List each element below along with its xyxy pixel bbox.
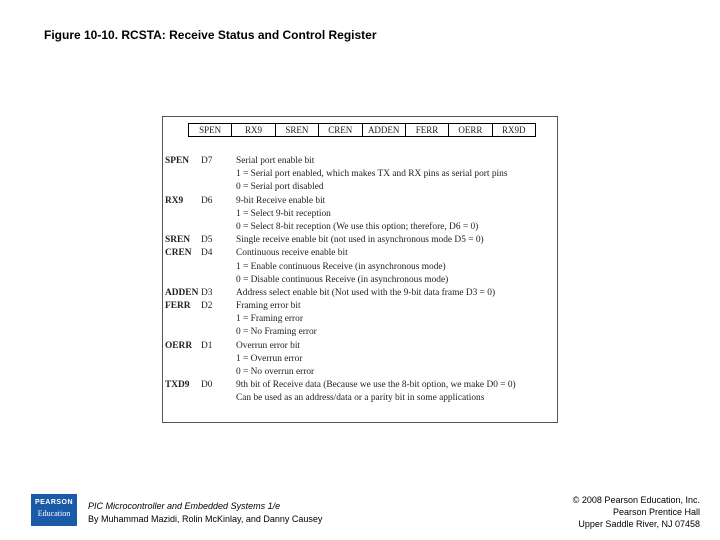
register-bit-cell: RX9D bbox=[502, 125, 526, 135]
description-line bbox=[163, 379, 559, 392]
bit-description: 1 = Select 9-bit reception bbox=[236, 208, 331, 219]
copyright-text: © 2008 Pearson Education, Inc. bbox=[572, 495, 700, 505]
bit-position: D6 bbox=[201, 195, 213, 206]
publisher-text: Pearson Prentice Hall bbox=[612, 507, 700, 517]
description-line bbox=[163, 181, 559, 194]
book-authors: By Muhammad Mazidi, Rolin McKinlay, and Danny Causey bbox=[88, 514, 323, 524]
bit-name: FERR bbox=[165, 301, 191, 312]
bit-description: 0 = Disable continuous Receive (in asynchronous mode) bbox=[236, 274, 449, 285]
description-line bbox=[163, 366, 559, 379]
bit-name: RX9 bbox=[165, 195, 184, 206]
bit-description: 0 = No Framing error bbox=[236, 327, 317, 338]
register-bit-cell: SREN bbox=[276, 124, 319, 136]
description-line bbox=[163, 195, 559, 208]
description-line bbox=[163, 274, 559, 287]
bit-description: 0 = Serial port disabled bbox=[236, 182, 324, 193]
description-line bbox=[163, 326, 559, 339]
bit-name: SREN bbox=[165, 235, 191, 246]
bit-position: D5 bbox=[201, 235, 213, 246]
description-line bbox=[163, 234, 559, 247]
bit-description: Framing error bit bbox=[236, 301, 301, 312]
bit-description: Address select enable bit (Not used with the 9-bit data frame D3 = 0) bbox=[236, 287, 496, 298]
page-title: Figure 10-10. RCSTA: Receive Status and Control Register bbox=[44, 28, 377, 42]
description-line bbox=[163, 168, 559, 181]
copyright-block bbox=[573, 494, 700, 530]
description-line bbox=[163, 300, 559, 313]
bit-description: 0 = No overrun error bbox=[236, 367, 315, 377]
bit-description: 1 = Overrun error bbox=[236, 353, 303, 364]
bit-description: 1 = Framing error bbox=[236, 314, 303, 325]
bit-description: 0 = Select 8-bit reception (We use this option; therefore, D6 = 0) bbox=[236, 221, 479, 232]
bit-description: 9-bit Receive enable bit bbox=[236, 195, 326, 206]
register-bit-cell: CREN bbox=[319, 124, 362, 136]
book-title: PIC Microcontroller and Embedded Systems 1/e bbox=[88, 501, 281, 511]
description-line bbox=[163, 313, 559, 326]
bit-description: 1 = Serial port enabled, which makes TX and RX pins as serial port pins bbox=[236, 169, 508, 180]
description-line bbox=[163, 261, 559, 274]
bit-position: D0 bbox=[201, 380, 213, 391]
description-line bbox=[163, 208, 559, 221]
bit-description: 1 = Enable continuous Receive (in asynchronous mode) bbox=[236, 261, 446, 272]
bit-description: Single receive enable bit (not used in asynchronous mode D5 = 0) bbox=[236, 235, 484, 246]
book-credit bbox=[88, 500, 322, 526]
description-line bbox=[163, 392, 559, 405]
register-bit-cell: SPEN bbox=[189, 124, 232, 136]
description-line bbox=[163, 155, 559, 168]
bit-name: CREN bbox=[165, 248, 192, 259]
register-bit-cell: OERR bbox=[449, 124, 492, 136]
bit-description: Overrun error bit bbox=[236, 340, 301, 351]
register-bit-cell: FERR bbox=[406, 124, 449, 136]
description-line bbox=[163, 287, 559, 300]
bit-position: D4 bbox=[201, 248, 213, 259]
description-line bbox=[163, 353, 559, 366]
bit-description: 9th bit of Receive data (Because we use the 8-bit option, we make D0 = 0) bbox=[236, 380, 516, 391]
bit-description-list bbox=[163, 155, 559, 406]
bit-name: SPEN bbox=[165, 156, 189, 166]
bit-position: D7 bbox=[201, 156, 213, 166]
register-figure bbox=[162, 116, 558, 423]
bit-description: Serial port enable bit bbox=[236, 156, 315, 166]
register-bit-cell: RX9 bbox=[232, 124, 275, 136]
bit-name: OERR bbox=[165, 340, 193, 351]
description-line bbox=[163, 247, 559, 260]
logo-brand-text: PEARSON bbox=[34, 499, 74, 506]
description-line bbox=[163, 340, 559, 353]
bit-position: D2 bbox=[201, 301, 213, 312]
register-bit-row bbox=[188, 123, 536, 137]
pearson-logo bbox=[31, 494, 77, 526]
bit-name: TXD9 bbox=[165, 380, 190, 391]
bit-name: ADDEN bbox=[165, 287, 199, 298]
logo-sub-text: Education bbox=[37, 509, 71, 518]
bit-position: D3 bbox=[201, 287, 213, 298]
description-line bbox=[163, 221, 559, 234]
bit-position: D1 bbox=[201, 340, 213, 351]
register-bit-cell: ADDEN bbox=[363, 124, 406, 136]
bit-description: Can be used as an address/data or a parity bit in some applications bbox=[236, 393, 485, 404]
bit-description: Continuous receive enable bit bbox=[236, 248, 348, 259]
address-text: Upper Saddle River, NJ 07458 bbox=[578, 519, 700, 529]
